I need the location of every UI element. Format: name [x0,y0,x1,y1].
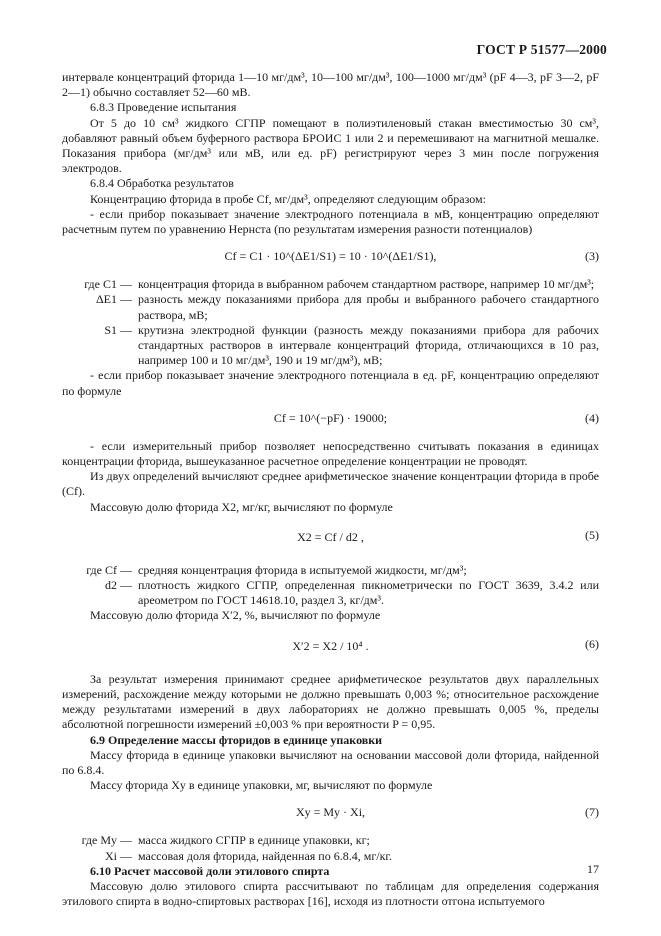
formula-4 [62,408,599,430]
paragraph: Концентрацию фторида в пробе Cf, мг/дм³, определяют следующим образом: [90,191,486,206]
formula-text: Cf = C1 · 10^(ΔE1/S1) = 10 · 10^(ΔE1/S1), [224,249,437,264]
paragraph: Массовую долю этилового спирта рассчитывают по таблицам для определения содержания этилового спирта в водно-спиртовых растворах [16], исходя из плотности отгона испытуемого [62,878,599,909]
where-symbol: d2 — [105,578,132,593]
formula-text: Cf = 10^(−pF) · 19000; [273,410,388,425]
section-heading-6-8-3: 6.8.3 Проведение испытания [90,100,237,115]
where-symbol: Xi — [105,848,132,863]
where-symbol: ΔE1 — [95,292,132,307]
formula-6 [62,633,599,663]
paragraph: - если измерительный прибор позволяет непосредственно считывать показания в единицах концентрации фторида, вышеуказанное расчетное определение концентрации не проводят. [62,438,599,469]
where-definition: средняя концентрация фторида в испытуемой жидкости, мг/дм³; [138,562,467,577]
formula-number: (5) [585,527,599,542]
where-definition: масса жидкого СГПР в единице упаковки, кг; [138,833,370,848]
paragraph: - если прибор показывает значение электродного потенциала в мВ, концентрацию определяют расчетным путем по уравнению Нернста (по результатам измерения разности потенциалов) [62,206,599,237]
paragraph: Массу фторида в единице упаковки вычисляют на основании массовой доли фторида, найденной по 6.8.4. [62,747,599,777]
formula-text: X′2 = X2 / 10⁴ . [292,638,369,653]
where-symbol: где C1 — [84,277,132,292]
where-symbol: где Cf — [86,562,132,577]
formula-7 [62,802,599,824]
formula-number: (4) [585,410,599,425]
formula-text: X2 = Cf / d2 , [297,529,364,544]
page-number: 17 [587,862,599,876]
where-list [62,833,599,863]
paragraph: Массовую долю фторида X2, мг/кг, вычисляют по формуле [90,499,393,514]
paragraph: За результат измерения принимают среднее арифметическое результатов двух параллельных измерений, расхождение между которыми не должно превышать 0,003 %; относительное расхождение между результатами измерений в двух лабораториях не должно превышать 0,005 %, пределы абсолютной погрешности измерений ±0,003 % при вероятности P = 0,95. [62,671,599,732]
where-list [62,277,599,368]
section-heading-6-8-4: 6.8.4 Обработка результатов [90,176,234,191]
formula-number: (7) [585,805,599,820]
where-symbol: где My — [81,833,132,848]
paragraph: Из двух определений вычисляют среднее арифметическое значение концентрации фторида в пробе (Cf). [62,469,599,499]
where-definition: крутизна электродной функции (разность между показаниями прибора для рабочих стандартных растворов в интервале концентраций фторида, отличающихся в 10 раз, например 100 и 10 мг/дм³, 190 и 19 мг/дм³), мВ; [138,322,599,368]
paragraph: Массу фторида Xy в единице упаковки, мг, вычисляют по формуле [90,778,433,793]
paragraph: интервале концентраций фторида 1—10 мг/дм³, 10—100 мг/дм³, 100—1000 мг/дм³ (pF 4—3, pF 3—2, pF 2—1) обычно составляет 52—60 мВ. [62,70,599,100]
paragraph: Массовую долю фторида X′2, %, вычисляют по формуле [90,608,381,623]
paragraph: - если прибор показывает значение электродного потенциала в ед. pF, концентрацию определяют по формуле [62,368,599,398]
section-heading-6-9: 6.9 Определение массы фторидов в единице упаковки [90,732,383,747]
where-definition: плотность жидкого СГПР, определенная пикнометрически по ГОСТ 3639, 3.4.2 или ареометром по ГОСТ 14618.10, раздел 3, кг/дм³. [138,578,599,608]
formula-5 [62,524,599,554]
paragraph: От 5 до 10 см³ жидкого СГПР помещают в полиэтиленовый стакан вместимостью 30 см³, добавляют равный объем буферного раствора БРОИС 1 или 2 и перемешивают на магнитной мешалке. Показания прибора (мг/дм³ или мВ, или ед. pF) регистрируют через 3 мин после погружения электродов. [62,115,599,176]
formula-text: Xy = My · Xi, [295,805,366,820]
formula-number: (3) [585,249,599,264]
where-definition: концентрация фторида в выбранном рабочем стандартном растворе, например 10 мг/дм³; [138,277,595,292]
document-header-id: ГОСТ Р 51577—2000 [476,42,607,57]
formula-3 [62,246,599,268]
document-body [62,70,599,909]
where-list [62,563,599,609]
formula-number: (6) [585,636,599,651]
where-definition: массовая доля фторида, найденная по 6.8.4, мг/кг. [138,848,392,863]
section-heading-6-10: 6.10 Расчет массовой доли этилового спирта [90,863,330,878]
where-symbol: S1 — [104,322,132,337]
where-definition: разность между показаниями прибора для пробы и выбранного рабочего стандартного раствора, мВ; [138,292,599,322]
